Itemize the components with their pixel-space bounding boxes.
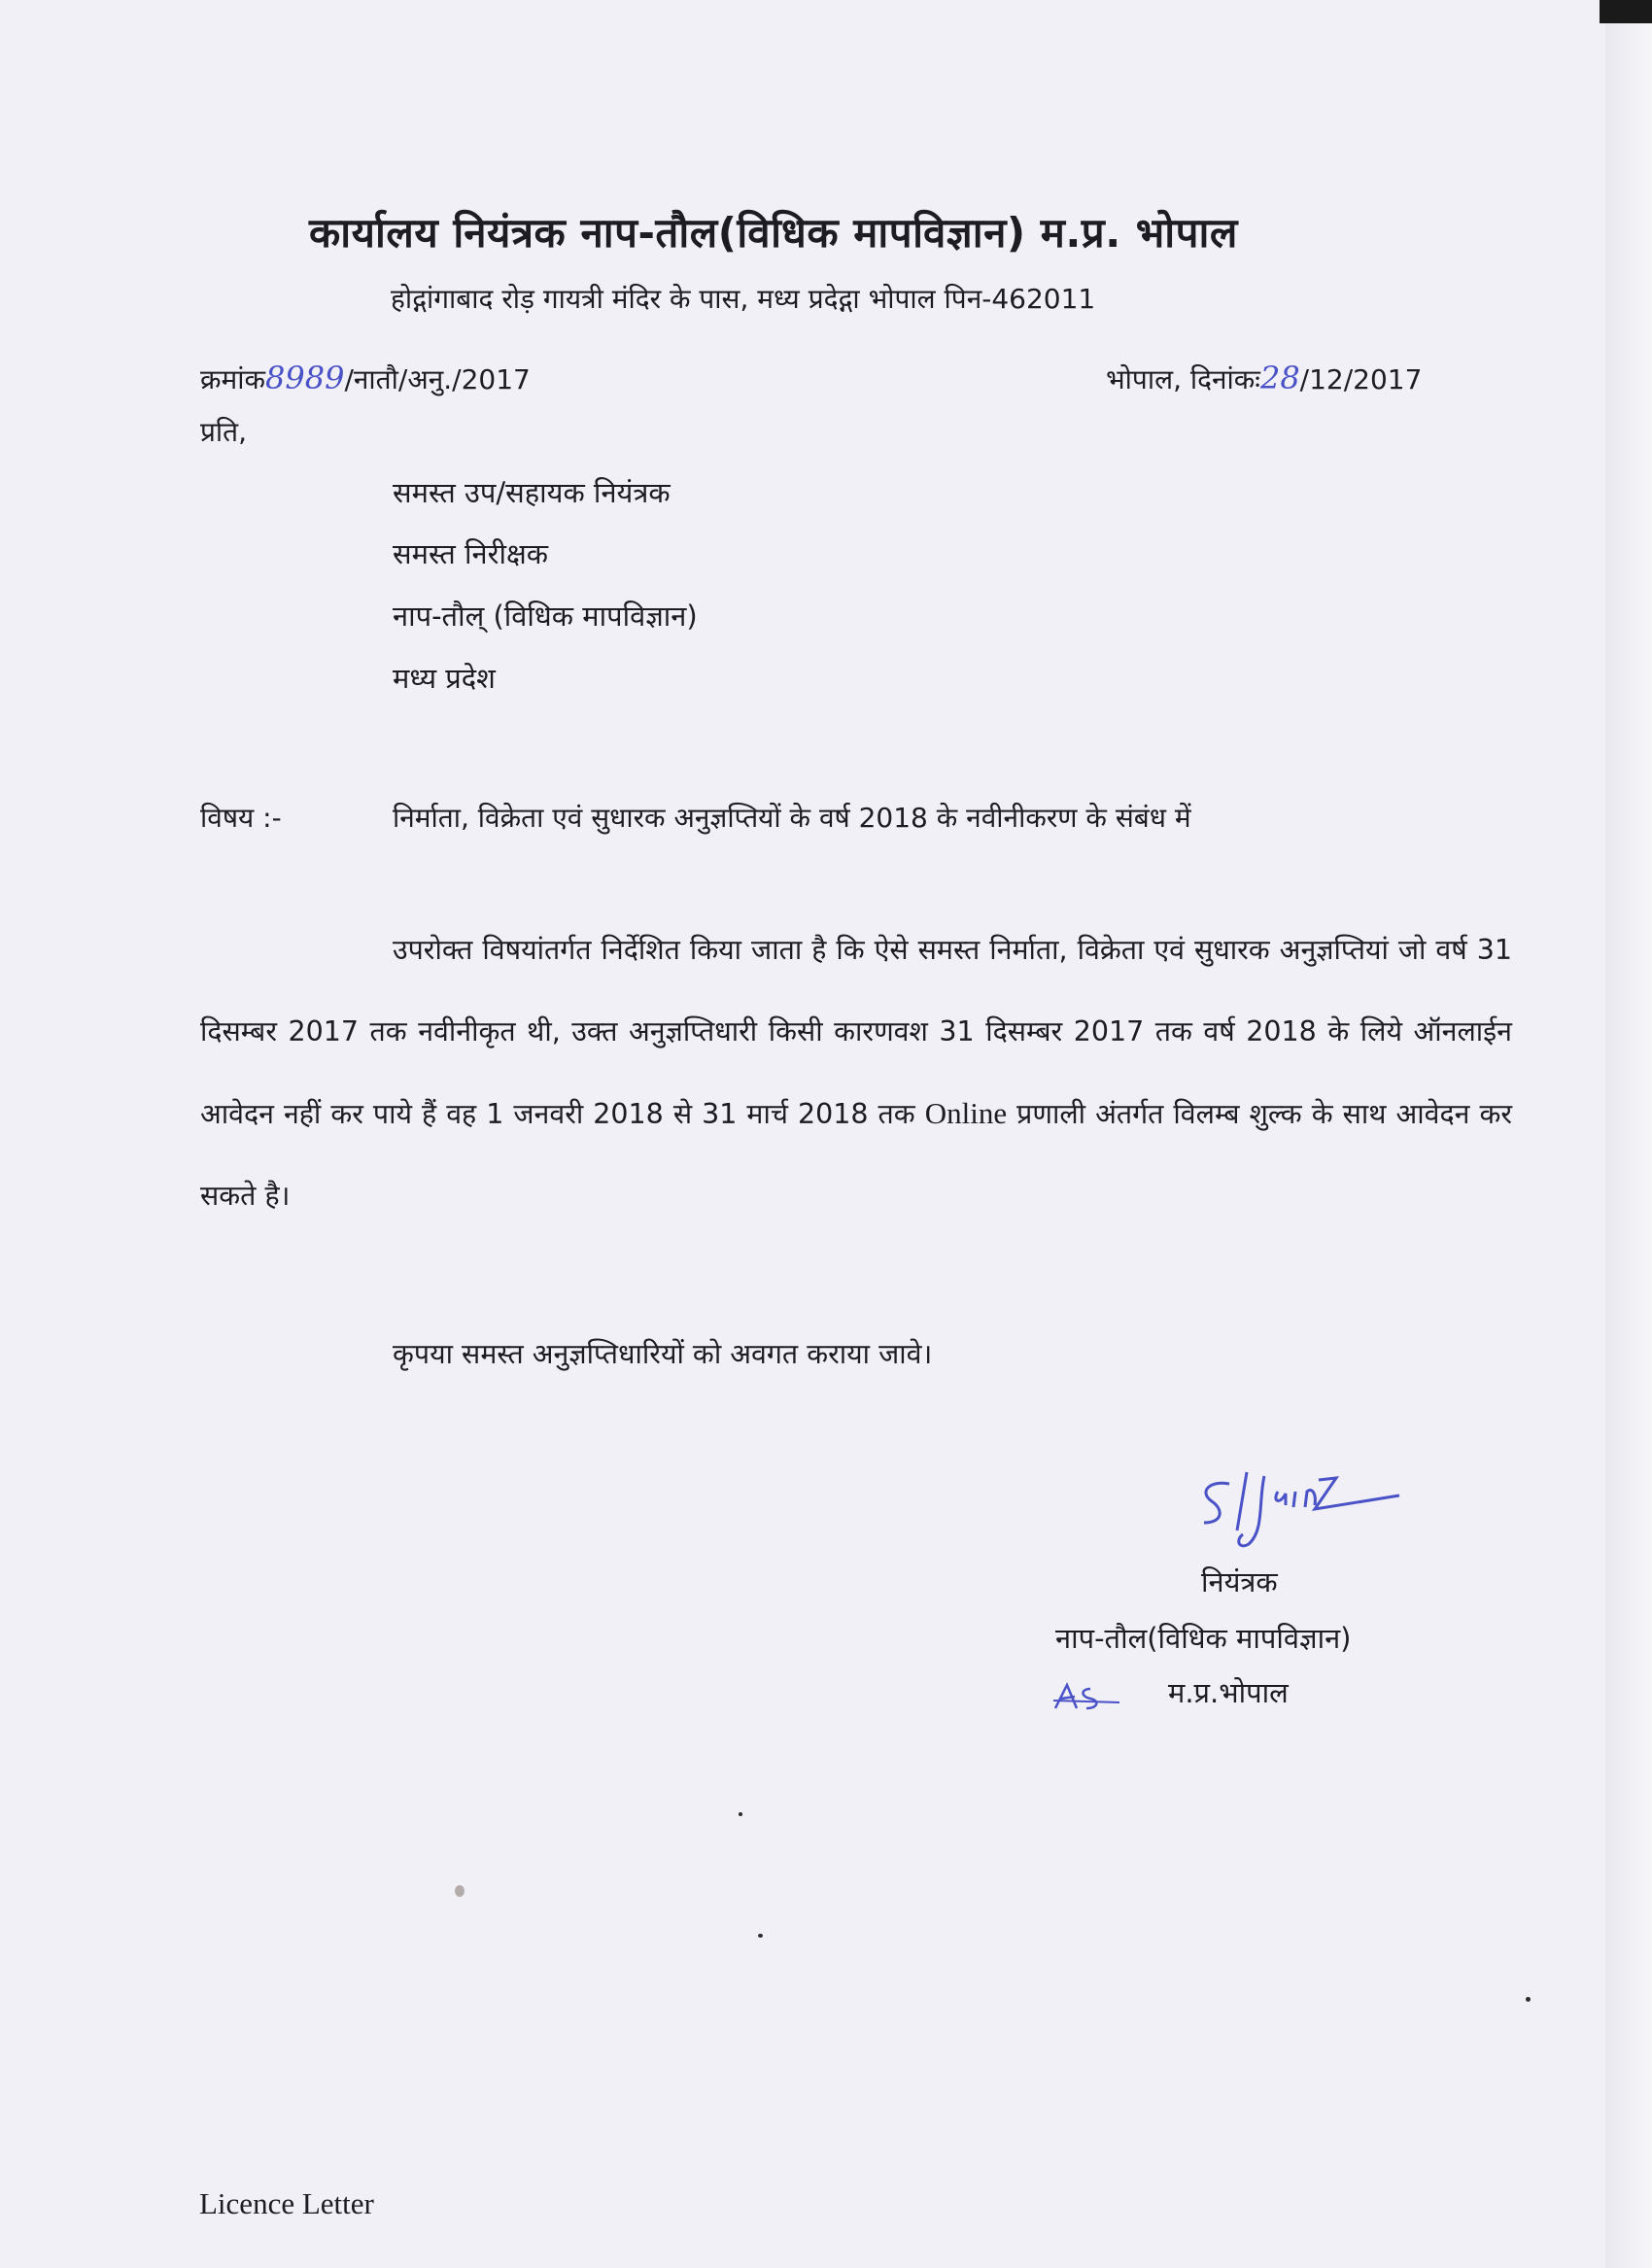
subject-label: विषय :- xyxy=(200,802,282,834)
signatory-designation: नियंत्रक xyxy=(1201,1565,1278,1598)
handwritten-reference-number: 8989 xyxy=(265,360,345,396)
initials-image xyxy=(1051,1679,1121,1718)
recipient-to: प्रति, xyxy=(200,416,248,448)
reference-suffix: /नातौ/अनु./2017 xyxy=(344,363,531,395)
body-paragraph xyxy=(200,910,1512,1237)
place-date xyxy=(1106,360,1422,397)
footer-label: Licence Letter xyxy=(199,2186,374,2220)
recipient-line: नाप-तौल् (विधिक मापविज्ञान) xyxy=(393,600,698,633)
recipient-line: समस्त निरीक्षक xyxy=(393,537,549,570)
paper-speck xyxy=(739,1812,742,1816)
signatory-department: नाप-तौल(विधिक मापविज्ञान) xyxy=(1055,1622,1352,1655)
date-suffix: /12/2017 xyxy=(1299,363,1423,395)
office-title: कार्यालय नियंत्रक नाप-तौल(विधिक मापविज्ञान) म.प्र. भोपाल xyxy=(309,209,1238,257)
paper-speck xyxy=(758,1934,763,1938)
signature-image xyxy=(1190,1462,1404,1560)
handwritten-date-day: 28 xyxy=(1259,360,1300,396)
paper-speck xyxy=(455,1885,465,1897)
recipient-line: समस्त उप/सहायक नियंत्रक xyxy=(393,476,671,509)
reference-number xyxy=(200,360,531,397)
scan-edge xyxy=(1605,0,1652,2268)
signatory-location: म.प्र.भोपाल xyxy=(1168,1676,1289,1709)
paper-speck xyxy=(1526,1997,1531,2002)
recipient-line: मध्य प्रदेश xyxy=(393,662,496,695)
place-date-prefix: भोपाल, दिनांकः xyxy=(1106,363,1260,395)
request-paragraph: कृपया समस्त अनुज्ञप्तिधारियों को अवगत कराया जावे। xyxy=(393,1338,933,1370)
body-text: उपरोक्त विषयांतर्गत निर्देशित किया जाता है कि ऐसे समस्त निर्माता, विक्रेता एवं सुधारक अनुज्ञप्तियां जो वर्ष 31 दिसम्बर 2017 तक नवीनीकृत थी, उक्त अनुज्ञप्तिधारी किसी कारणवश 31 दिसम्बर 2017 तक वर्ष 2018 के लिये ऑनलाईन आवेदन नहीं कर पाये हैं वह 1 जनवरी 2018 से 31 मार्च 2018 तक xyxy=(200,934,1512,1130)
office-address: होद्गांगाबाद रोड़ गायत्री मंदिर के पास, मध्य प्रदेद्गा भोपाल पिन-462011 xyxy=(391,283,1096,315)
scan-corner-mark xyxy=(1600,0,1652,23)
subject-text: निर्माता, विक्रेता एवं सुधारक अनुज्ञप्तियों के वर्ष 2018 के नवीनीकरण के संबंध में xyxy=(393,802,1191,834)
body-text-continued: प्रणाली अंतर्गत विलम्ब शुल्क के साथ आवेदन कर सकते है। xyxy=(200,1098,1513,1212)
body-online-word: Online xyxy=(924,1096,1008,1130)
reference-prefix: क्रमांक xyxy=(200,363,266,395)
